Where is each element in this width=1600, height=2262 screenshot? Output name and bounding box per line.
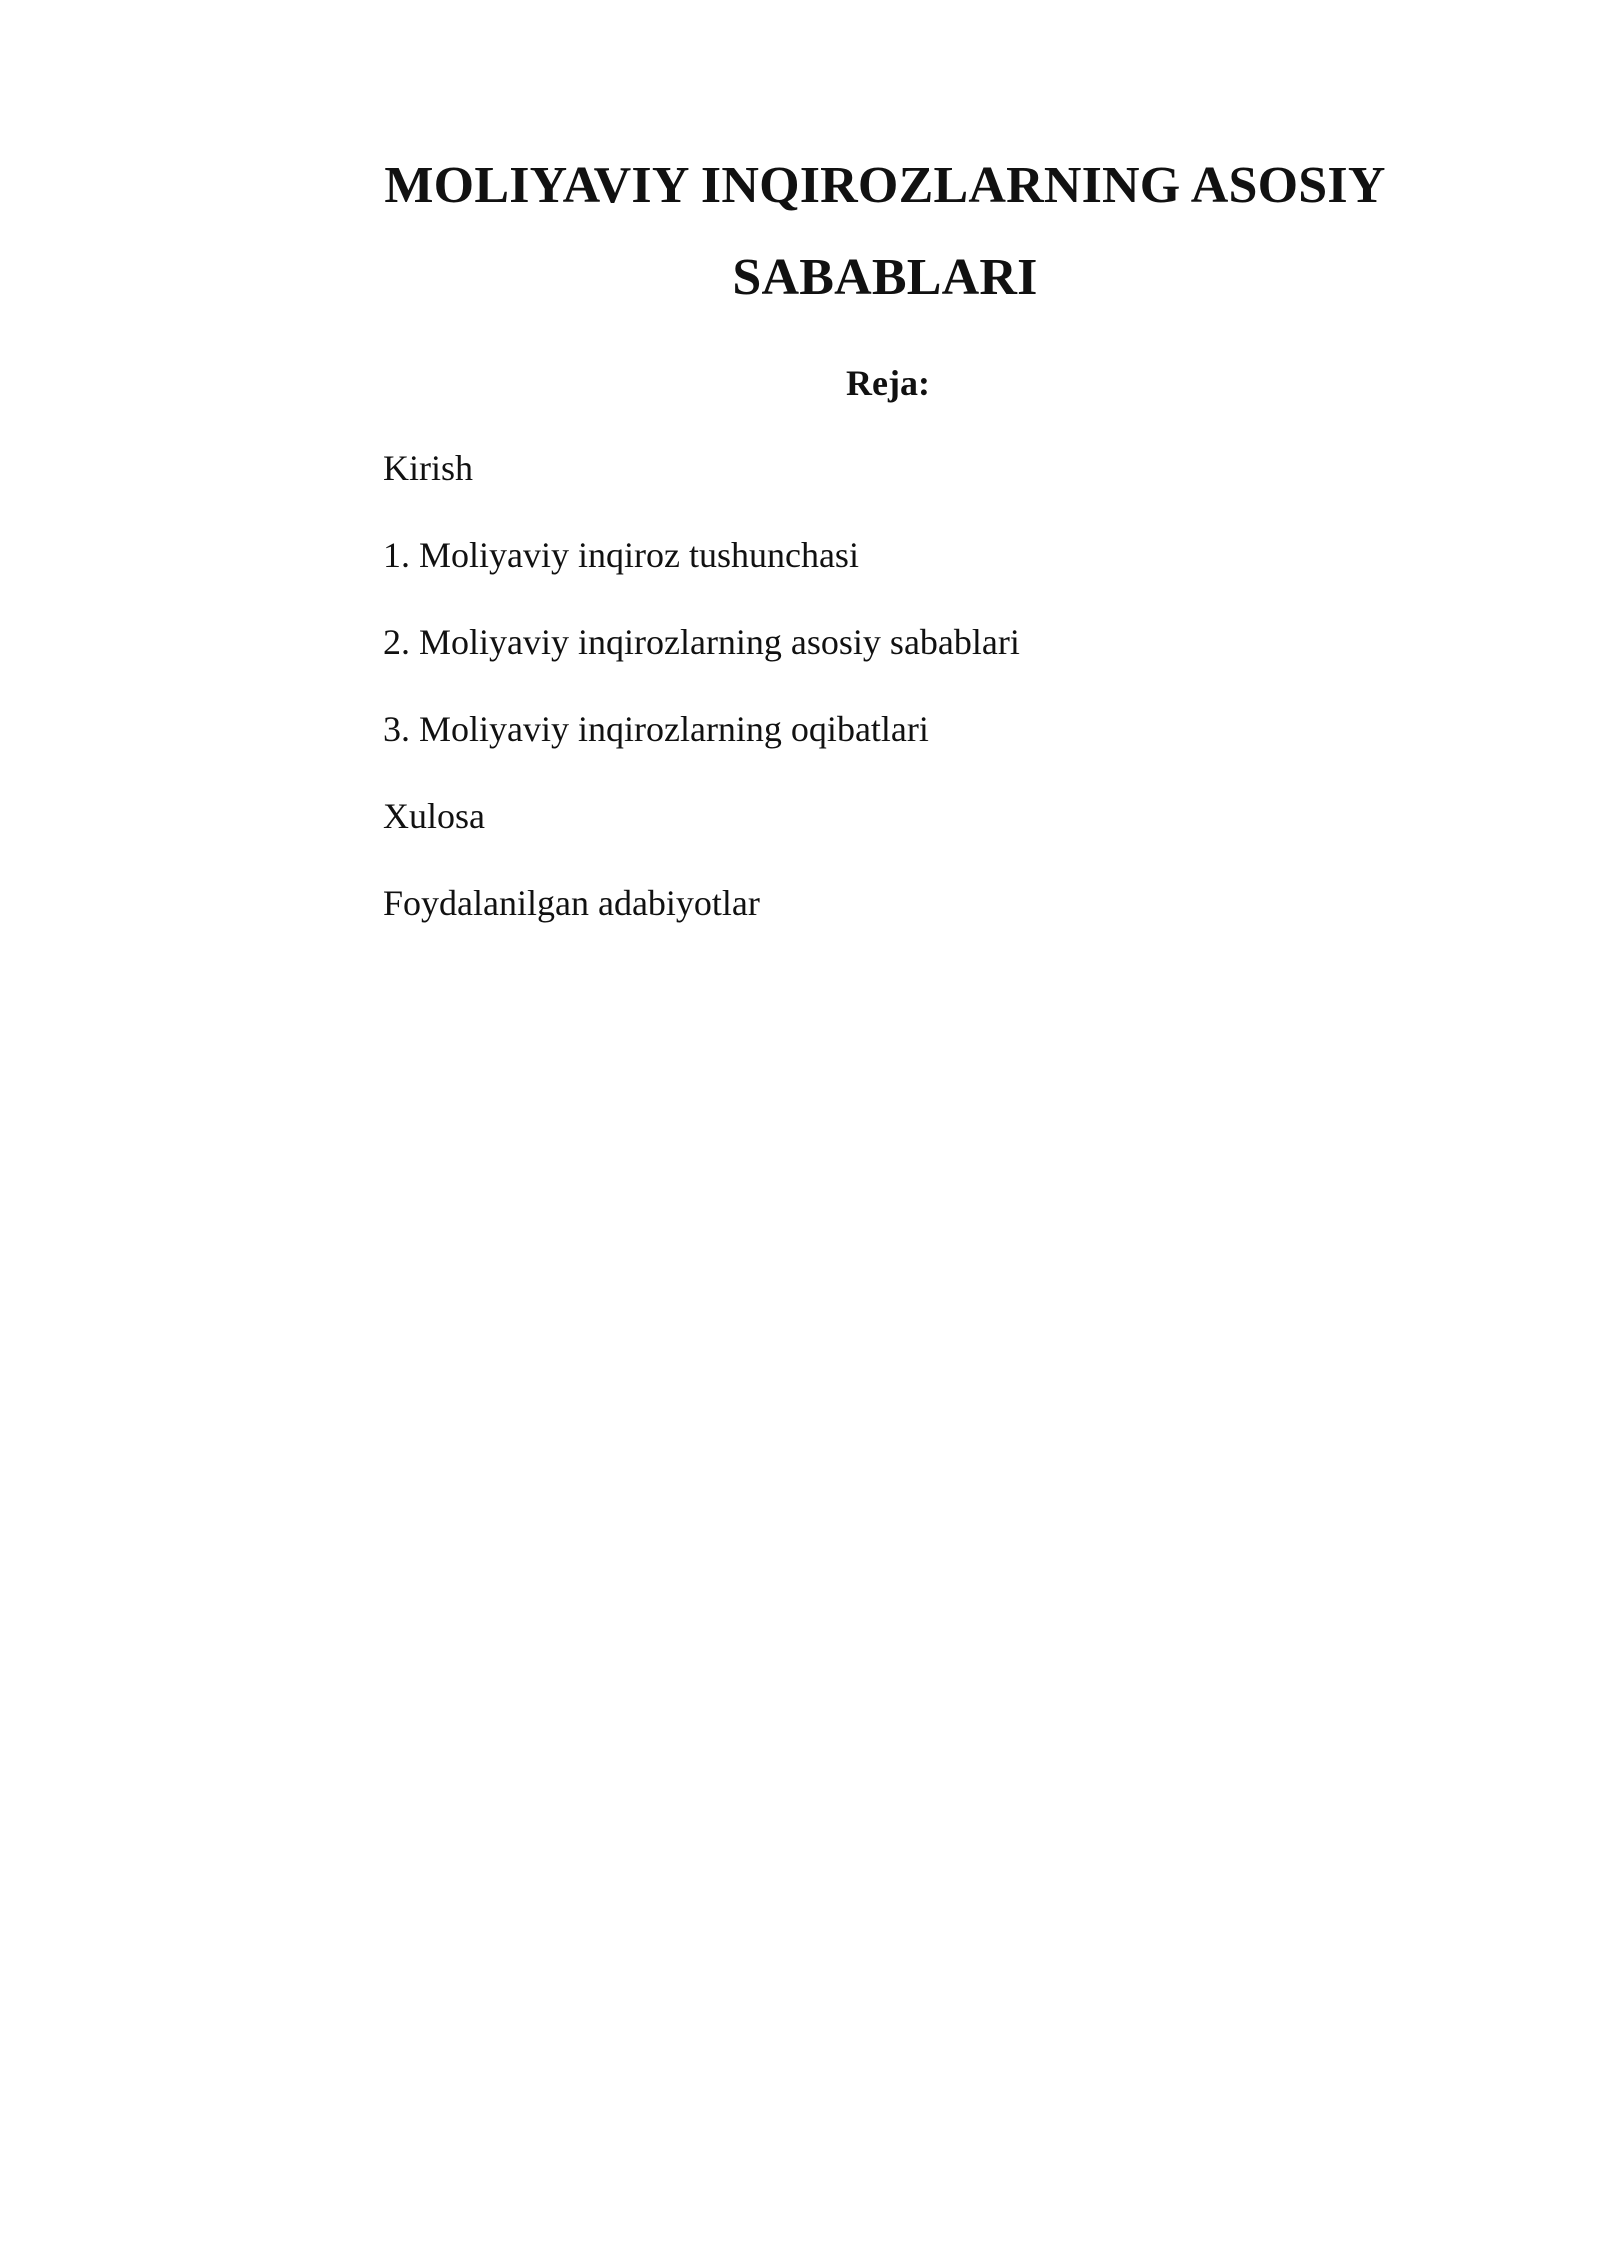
document-title (370, 140, 1400, 324)
title-line-1: MOLIYAVIY INQIROZLARNING ASOSIY (384, 157, 1386, 214)
title-line-2: SABABLARI (732, 249, 1038, 306)
plan-item-3: 3. Moliyaviy inqirozlarning oqibatlari (383, 709, 929, 749)
plan-heading: Reja: (846, 363, 930, 403)
plan-item-2: 2. Moliyaviy inqirozlarning asosiy sabablari (383, 622, 1020, 662)
plan-item-references: Foydalanilgan adabiyotlar (383, 883, 760, 923)
plan-list (383, 445, 1020, 967)
plan-item-conclusion: Xulosa (383, 796, 485, 836)
plan-item-1: 1. Moliyaviy inqiroz tushunchasi (383, 535, 859, 575)
plan-item-introduction: Kirish (383, 448, 473, 488)
